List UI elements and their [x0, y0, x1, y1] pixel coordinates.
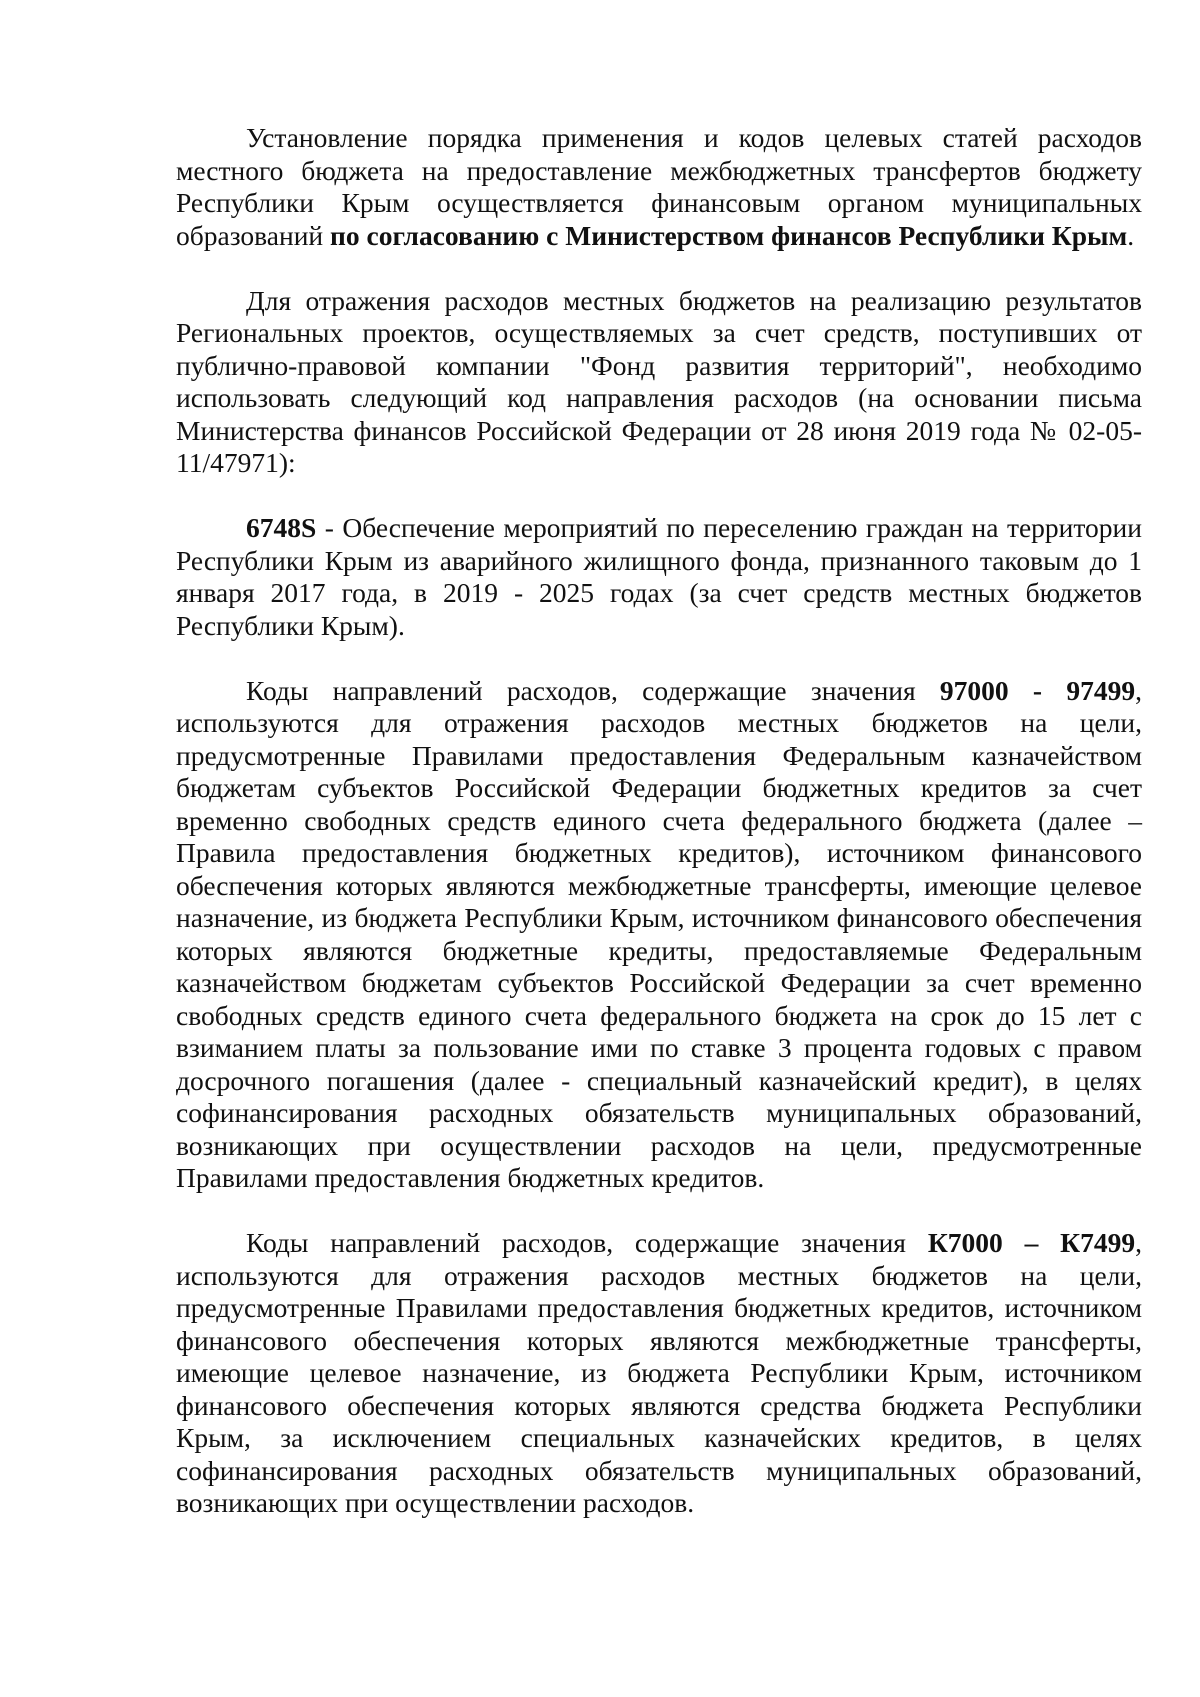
paragraph-codes-k7000 — [176, 1227, 1142, 1520]
paragraph-codes-97000 — [176, 675, 1142, 1195]
document-page — [176, 122, 1142, 1520]
paragraph-code-6748s — [176, 512, 1142, 642]
paragraph-coordination — [176, 122, 1142, 252]
paragraph-text: Для отражения расходов местных бюджетов на реализацию результатов Региональных проектов, осуществляемых за счет средств, поступивших от публично-правовой компании "Фонд развития территорий", необходимо использовать следующий код направления расходов (на основании письма Министерства финансов Российской Федерации от 28 июня 2019 года № 02-05-11/47971): — [176, 284, 1142, 478]
paragraph-emphasis: по согласованию с Министерством финансов Республики Крым — [330, 219, 1128, 251]
paragraph-text: Коды направлений расходов, содержащие значения — [246, 674, 940, 706]
code-range: 97000 - 97499 — [939, 674, 1136, 706]
expense-code: 6748S — [246, 512, 317, 543]
paragraph-regional-projects — [176, 285, 1142, 480]
paragraph-text: - Обеспечение мероприятий по переселению граждан на территории Республики Крым из аварийного жилищного фонда, признанного таковым до 1 января 2017 года, в 2019 - 2025 годах (за счет средств местных бюджетов Республики Крым). — [176, 512, 1142, 641]
paragraph-text-end: . — [1127, 219, 1135, 251]
paragraph-text: Коды направлений расходов, содержащие значения — [246, 1227, 928, 1258]
code-range: К7000 – К7499 — [927, 1227, 1136, 1258]
paragraph-text-end: , используются для отражения расходов местных бюджетов на цели, предусмотренные Правилами предоставления бюджетных кредитов, источником финансового обеспечения которых являются межбюджетные трансферты, имеющие целевое назначение, из бюджета Республики Крым, источником финансового обеспечения которых являются средства бюджета Республики Крым, за исключением специальных казначейских кредитов, в целях софинансирования расходных обязательств муниципальных образований, возникающих при осуществлении расходов. — [176, 1227, 1142, 1518]
paragraph-text-end: , используются для отражения расходов местных бюджетов на цели, предусмотренные Правилами предоставления Федеральным казначейством бюджетам субъектов Российской Федерации бюджетных кредитов за счет временно свободных средств единого счета федерального бюджета (далее – Правила предоставления бюджетных кредитов), источником финансового обеспечения которых являются межбюджетные трансферты, имеющие целевое назначение, из бюджета Республики Крым, источником финансового обеспечения которых являются бюджетные кредиты, предоставляемые Федеральным казначейством бюджетам субъектов Российской Федерации за счет временно свободных средств единого счета федерального бюджета на срок до 15 лет с взиманием платы за пользование ими по ставке 3 процента годовых с правом досрочного погашения (далее - специальный казначейский кредит), в целях софинансирования расходных обязательств муниципальных образований, возникающих при осуществлении расходов на цели, предусмотренные Правилами предоставления бюджетных кредитов. — [176, 674, 1142, 1193]
paragraph-text: Установление порядка применения и кодов целевых статей расходов местного бюджета на предоставление межбюджетных трансфертов бюджету Республики Крым осуществляется финансовым органом муниципальных образований — [176, 122, 1142, 251]
